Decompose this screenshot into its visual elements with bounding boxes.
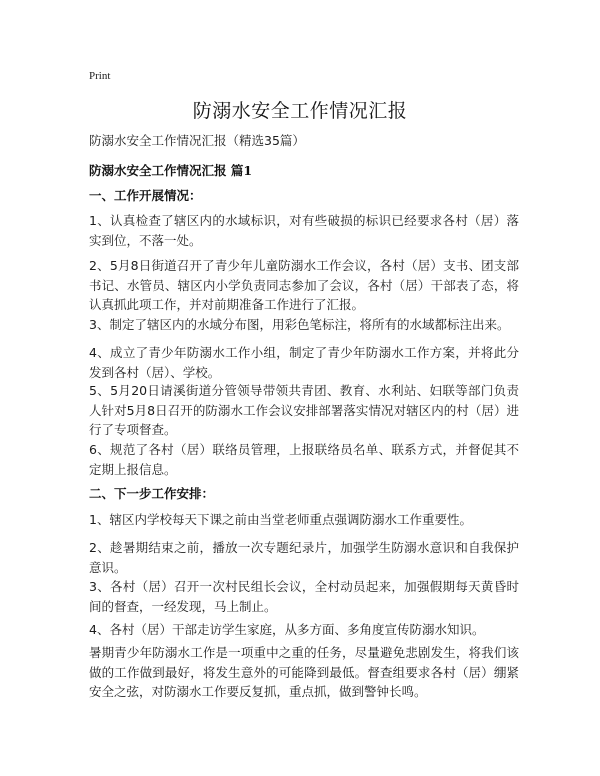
part1-item: 6、规范了各村（居）联络员管理，上报联络员名单、联系方式，并督促其不定期上报信息。 xyxy=(89,442,519,477)
part1-item: 4、成立了青少年防溺水工作小组，制定了青少年防溺水工作方案，并将此分发到各村（居）、学校。 xyxy=(89,345,519,380)
part1-item: 3、制定了辖区内的水域分布图，用彩色笔标注，将所有的水域都标注出来。 xyxy=(89,317,510,332)
part1-item: 5、5月20日请溪街道分管领导带领共青团、教育、水利站、妇联等部门负责人针对5月8日召开的防溺水工作会议安排部署落实情况对辖区内的村（居）进行了专项督查。 xyxy=(89,383,519,437)
part2-item: 4、各村（居）干部走访学生家庭，从多方面、多角度宣传防溺水知识。 xyxy=(89,622,485,637)
part1-heading: 一、工作开展情况： xyxy=(89,188,202,203)
document-subtitle: 防溺水安全工作情况汇报（精选35篇） xyxy=(89,133,305,148)
section-title: 防溺水安全工作情况汇报 篇1 xyxy=(89,163,253,178)
part2-heading: 二、下一步工作安排： xyxy=(89,486,215,501)
part1-item: 2、5月8日街道召开了青少年儿童防溺水工作会议，各村（居）支书、团支部书记、水管员、辖区内小学负责同志参加了会议，各村（居）干部表了态，将认真抓此项工作，并对前期准备工作进行了汇报。 xyxy=(89,258,519,312)
part2-item: 1、辖区内学校每天下课之前由当堂老师重点强调防溺水工作重要性。 xyxy=(89,512,472,527)
closing-paragraph: 暑期青少年防溺水工作是一项重中之重的任务，尽量避免悲剧发生，将我们该做的工作做到最好，将发生意外的可能降到最低。督查组要求各村（居）绷紧安全之弦，对防溺水工作要反复抓，重点抓，做到警钟长鸣。 xyxy=(89,645,519,699)
part2-item: 3、各村（居）召开一次村民组长会议，全村动员起来，加强假期每天黄昏时间的督查，一经发现，马上制止。 xyxy=(89,579,519,614)
part2-item: 2、趁暑期结束之前，播放一次专题纪录片，加强学生防溺水意识和自我保护意识。 xyxy=(89,540,519,575)
part1-item: 1、认真检查了辖区内的水域标识，对有些破损的标识已经要求各村（居）落实到位，不落一处。 xyxy=(89,213,519,248)
print-label: Print xyxy=(89,70,111,82)
document-title: 防溺水安全工作情况汇报 xyxy=(192,100,408,122)
